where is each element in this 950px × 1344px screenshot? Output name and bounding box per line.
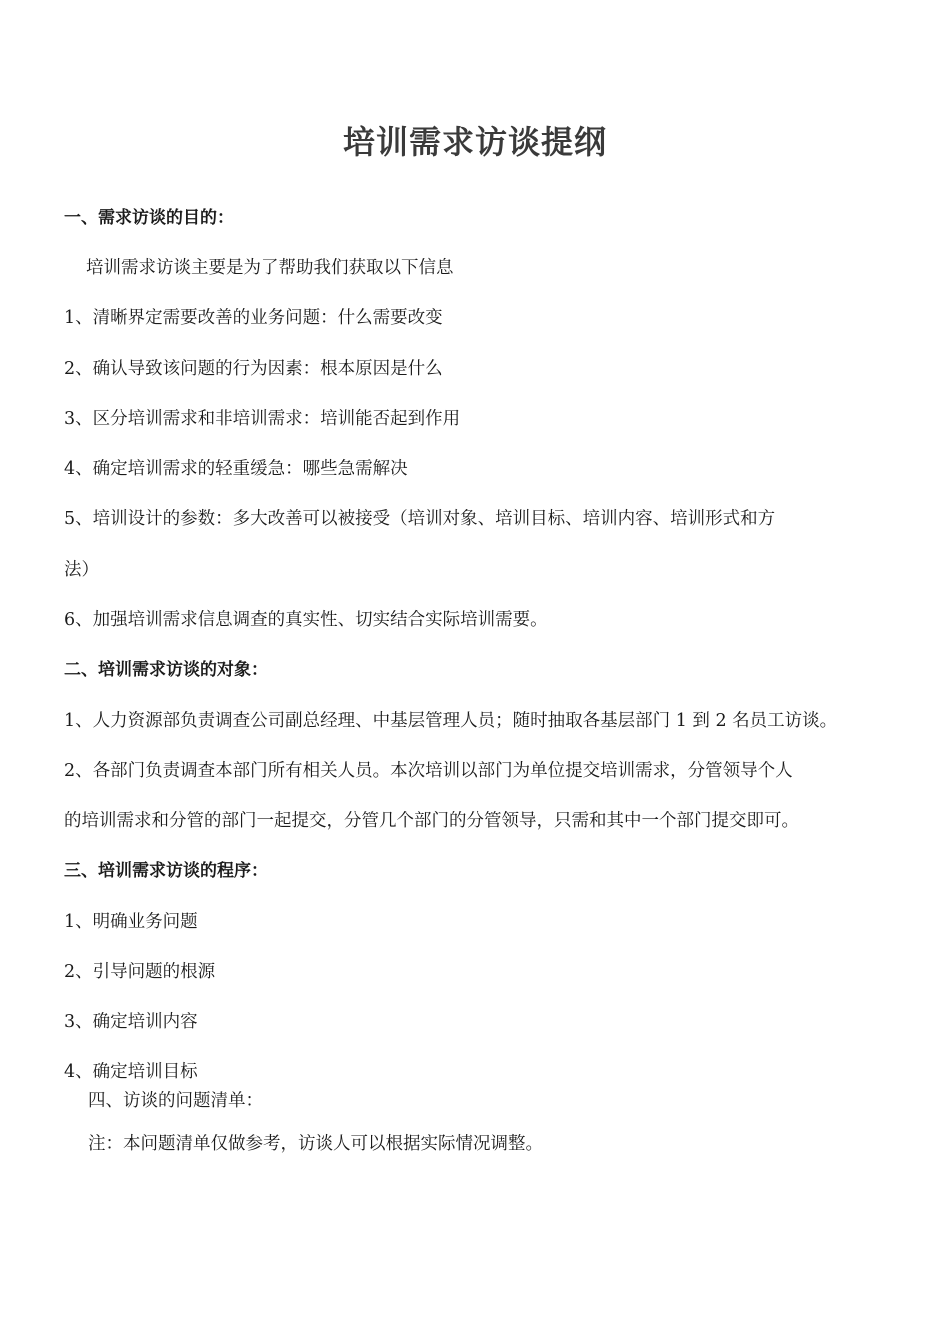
section-3-item: 2、引导问题的根源 [64,962,216,982]
section-4-heading: 四、访谈的问题清单： [88,1091,263,1111]
section-1-item: 1、清晰界定需要改善的业务问题：什么需要改变 [64,308,443,328]
section-1-item: 4、确定培训需求的轻重缓急：哪些急需解决 [64,459,408,479]
section-1-intro: 培训需求访谈主要是为了帮助我们获取以下信息 [86,258,454,278]
section-2-heading: 二、培训需求访谈的对象： [64,660,268,680]
section-1-item: 2、确认导致该问题的行为因素：根本原因是什么 [64,359,443,379]
section-1-item-continuation: 法） [64,560,99,580]
section-1-item: 3、区分培训需求和非培训需求：培训能否起到作用 [64,409,461,429]
section-3-heading: 三、培训需求访谈的程序： [64,861,268,881]
section-1-item: 5、培训设计的参数：多大改善可以被接受（培训对象、培训目标、培训内容、培训形式和方 [64,509,776,529]
page-title: 培训需求访谈提纲 [342,123,607,161]
section-4-note: 注：本问题清单仅做参考，访谈人可以根据实际情况调整。 [88,1134,543,1154]
section-2-item: 2、各部门负责调查本部门所有相关人员。本次培训以部门为单位提交培训需求，分管领导个人 [64,761,793,781]
section-3-item: 3、确定培训内容 [64,1012,198,1032]
section-2-item-continuation: 的培训需求和分管的部门一起提交，分管几个部门的分管领导，只需和其中一个部门提交即可。 [64,811,799,831]
section-3-item: 1、明确业务问题 [64,912,198,932]
section-1-item: 6、加强培训需求信息调查的真实性、切实结合实际培训需要。 [64,610,548,630]
section-1-heading: 一、需求访谈的目的： [64,208,234,228]
section-2-item: 1、人力资源部负责调查公司副总经理、中基层管理人员；随时抽取各基层部门 1 到 2 名员工访谈。 [64,711,838,731]
section-3-item: 4、确定培训目标 [64,1062,198,1082]
